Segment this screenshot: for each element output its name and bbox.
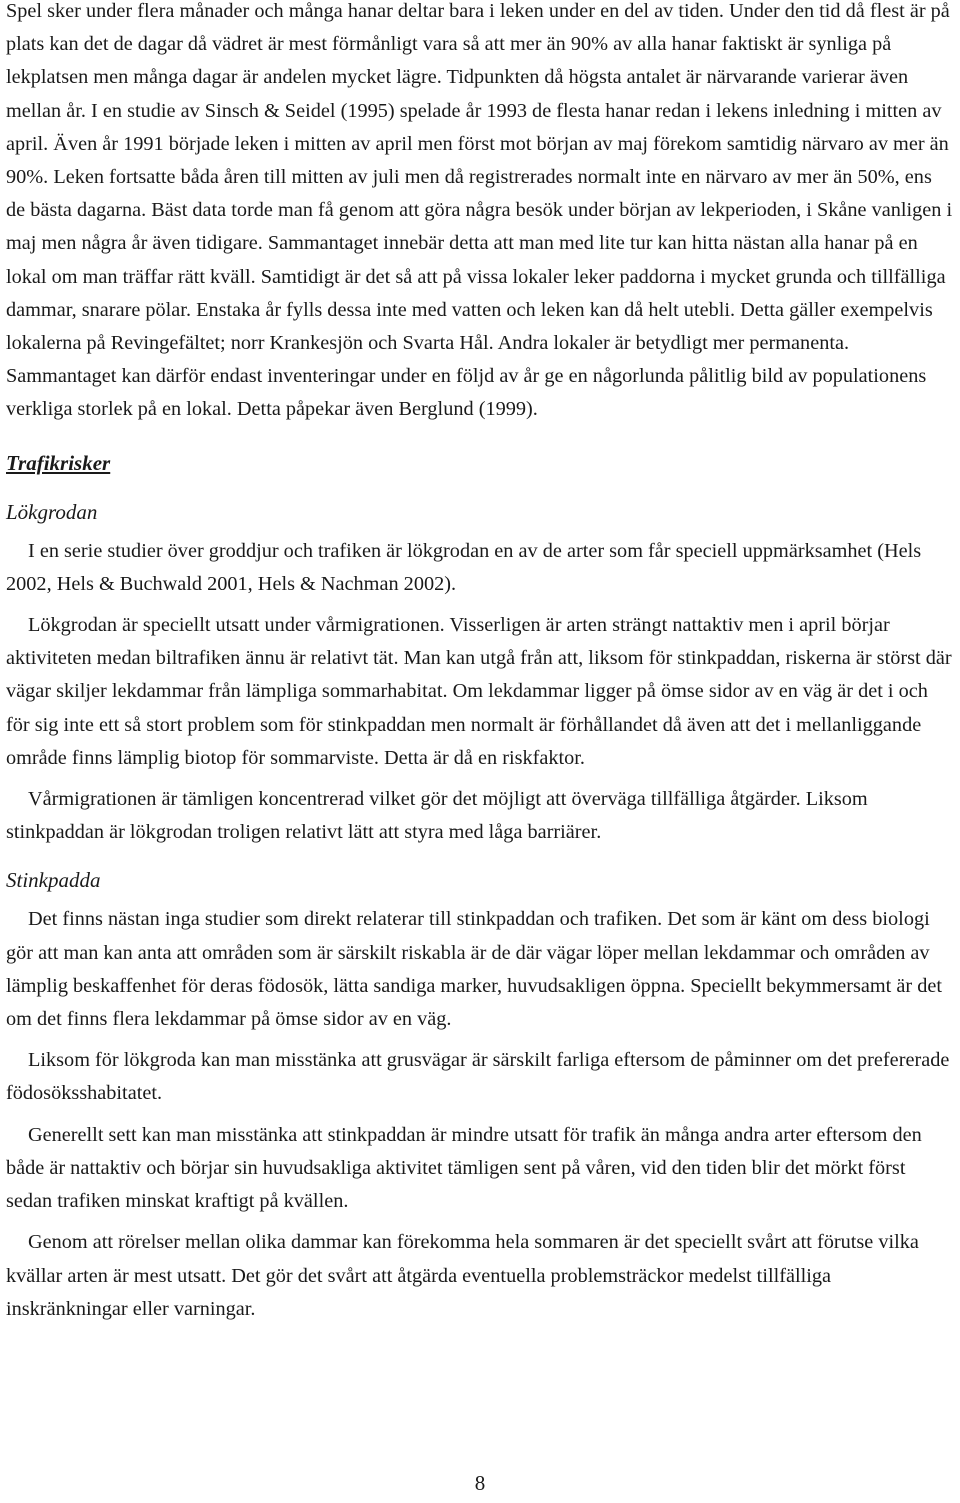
lokgrodan-paragraph: I en serie studier över groddjur och trafiken är lökgrodan en av de arter som får speciell uppmärksamhet (Hels 2002, Hels & Buchwald 2001, Hels & Nachman 2002).	[6, 539, 922, 595]
page-number: 8	[474, 1471, 486, 1495]
stinkpadda-paragraph: Liksom för lökgroda kan man misstänka att grusvägar är särskilt farliga eftersom de påminner om det prefererade födosöksshabitatet.	[6, 1049, 950, 1105]
subheading-stinkpadda: Stinkpadda	[6, 868, 101, 893]
stinkpadda-paragraph: Genom att rörelser mellan olika dammar kan förekomma hela sommaren är det speciellt svårt att förutse vilka kvällar arten är mest utsatt. Det gör det svårt att åtgärda eventuella problemsträckor medelst tillfälliga inskränkningar eller varningar.	[6, 1231, 919, 1320]
stinkpadda-paragraph: Det finns nästan inga studier som direkt relaterar till stinkpaddan och trafiken. Det som är känt om dess biologi gör att man kan anta att områden som är särskilt riskabla är de där vägar löper mellan lekdammar och områden av lämplig beskaffenhet för deras födosök, lätta sandiga marker, huvudsakligen öppna. Speciellt bekymmersamt är det om det finns flera lekdammar på ömse sidor av en väg.	[6, 908, 942, 1031]
intro-paragraph: Spel sker under flera månader och många hanar deltar bara i leken under en del av tiden. Under den tid då flest är på plats kan det de dagar då vädret är mest förmånligt vara så att mer än 90% av alla hanar faktiskt är synliga på lekplatsen men många dagar är andelen mycket lägre. Tidpunkten då högsta antalet är närvarande varierar även mellan år. I en studie av Sinsch & Seidel (1995) spelade år 1993 de flesta hanar redan i lekens inledning i mitten av april. Även år 1991 började leken i mitten av april men först mot början av maj förekom samtidig närvaro av mer än 90%. Leken fortsatte båda åren till mitten av juli men då registrerades normalt inte en närvaro av mer än 50%, ens de bästa dagarna. Bäst data torde man få genom att göra några besök under början av lekperioden, i Skåne vanligen i maj men några år även tidigare. Sammantaget innebär detta att man med lite tur kan hitta nästan alla hanar på en lokal om man träffar rätt kväll. Samtidigt är det så att på vissa lokaler leker paddorna i mycket grunda och tillfälliga dammar, snarare pölar. Enstaka år fylls dessa inte med vatten och leken kan då helt utebli. Detta gäller exempelvis lokalerna på Revingefältet; norr Krankesjön och Svarta Hål. Andra lokaler är betydligt mer permanenta. Sammantaget kan därför endast inventeringar under en följd av år ge en någorlunda pålitlig bild av populationens verkliga storlek på en lokal. Detta påpekar även Berglund (1999).	[6, 0, 953, 421]
subheading-lokgrodan: Lökgrodan	[6, 499, 98, 524]
section-heading-trafikrisker: Trafikrisker	[6, 450, 111, 475]
lokgrodan-paragraph: Vårmigrationen är tämligen koncentrerad vilket gör det möjligt att överväga tillfälliga åtgärder. Liksom stinkpaddan är lökgrodan troligen relativt lätt att styra med låga barriärer.	[6, 788, 868, 844]
stinkpadda-paragraph: Generellt sett kan man misstänka att stinkpaddan är mindre utsatt för trafik än många andra arter eftersom den både är nattaktiv och börjar sin huvudsakliga aktivitet tämligen sent på våren, vid den tiden blir det mörkt först sedan trafiken minskat kraftigt på kvällen.	[6, 1123, 922, 1213]
lokgrodan-paragraph: Lökgrodan är speciellt utsatt under vårmigrationen. Visserligen är arten strängt nattaktiv men i april börjar aktiviteten medan biltrafiken ännu är relativt tät. Man kan utgå från att, liksom för stinkpaddan, riskerna är störst där vägar skiljer lekdammar från lämpliga sommarhabitat. Om lekdammar ligger på ömse sidor av en väg är det i och för sig inte ett så stort problem som för stinkpaddan men normalt är förhållandet då även att det i mellanliggande område finns lämplig biotop för sommarviste. Detta är då en riskfaktor.	[6, 614, 952, 769]
